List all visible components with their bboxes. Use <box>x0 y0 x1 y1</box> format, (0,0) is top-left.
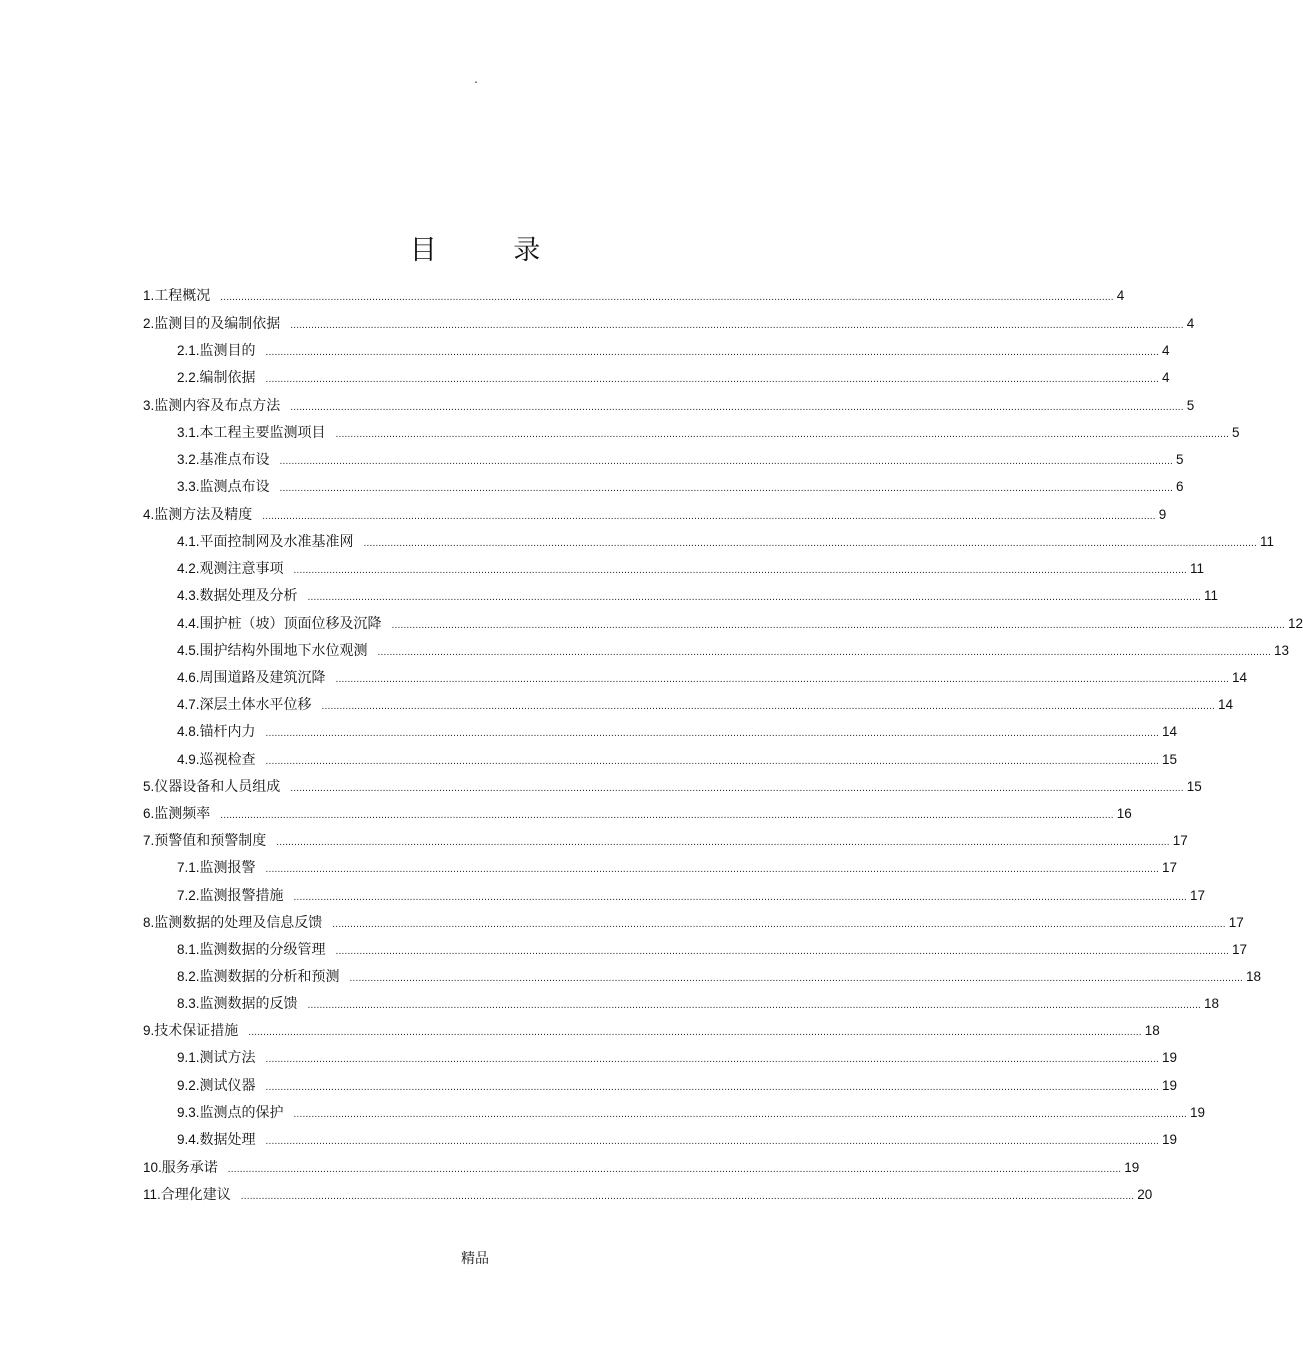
toc-dot-leader: ............................................................................................................................................................................................................................................................................................................ <box>265 1054 1160 1065</box>
toc-entry-page-number: 19 <box>1162 1132 1178 1147</box>
toc-dot-leader: ............................................................................................................................................................................................................................................................................................................ <box>290 783 1184 794</box>
toc-entry-number: 9.3. <box>177 1105 200 1120</box>
toc-entry[interactable] <box>177 341 1170 361</box>
toc-entry-label: 监测数据的分级管理 <box>199 942 326 958</box>
toc-entry[interactable] <box>177 750 1178 770</box>
toc-entry-label: 合理化建议 <box>160 1187 231 1203</box>
toc-entry-number: 7. <box>143 833 155 848</box>
toc-entry-label: 仪器设备和人员组成 <box>154 779 281 795</box>
toc-dot-leader: ............................................................................................................................................................................................................................................................................................................ <box>265 347 1160 358</box>
toc-entry-label: 监测数据的反馈 <box>199 996 298 1012</box>
toc-dot-leader: ............................................................................................................................................................................................................................................................................................................ <box>349 973 1244 984</box>
toc-entry-label: 观测注意事项 <box>199 561 284 577</box>
toc-entry-page-number: 4 <box>1186 316 1195 331</box>
toc-entry[interactable] <box>143 314 1195 334</box>
toc-entry[interactable] <box>143 396 1195 416</box>
toc-entry-page-number: 17 <box>1190 888 1206 903</box>
toc-entry-page-number: 4 <box>1162 370 1170 385</box>
toc-dot-leader: ............................................................................................................................................................................................................................................................................................................ <box>248 1027 1142 1038</box>
toc-dot-leader: ............................................................................................................................................................................................................................................................................................................ <box>279 456 1174 467</box>
toc-entry-label: 技术保证措施 <box>154 1023 239 1039</box>
toc-entry-label: 监测报警 <box>199 860 256 876</box>
toc-entry-number: 4.6. <box>177 670 200 685</box>
toc-dot-leader: ............................................................................................................................................................................................................................................................................................................ <box>265 1136 1160 1147</box>
toc-dot-leader: ............................................................................................................................................................................................................................................................................................................ <box>293 892 1188 903</box>
toc-entry-page-number: 12 <box>1288 616 1303 631</box>
page-footer: 精品 <box>461 1251 489 1267</box>
toc-entry[interactable] <box>177 722 1178 742</box>
toc-entry-page-number: 5 <box>1176 452 1184 467</box>
toc-entry-number: 10. <box>143 1160 162 1175</box>
toc-dot-leader: ............................................................................................................................................................................................................................................................................................................ <box>307 592 1202 603</box>
toc-entry[interactable] <box>177 450 1184 470</box>
toc-entry-number: 3.1. <box>177 425 200 440</box>
toc-entry-label: 监测频率 <box>154 806 211 822</box>
toc-entry-page-number: 17 <box>1232 942 1248 957</box>
toc-entry-label: 本工程主要监测项目 <box>199 425 326 441</box>
toc-entry-number: 5. <box>143 779 155 794</box>
toc-entry-page-number: 5 <box>1186 398 1195 413</box>
toc-dot-leader: ............................................................................................................................................................................................................................................................................................................ <box>363 538 1258 549</box>
toc-dot-leader: ............................................................................................................................................................................................................................................................................................................ <box>265 728 1160 739</box>
toc-dot-leader: ............................................................................................................................................................................................................................................................................................................ <box>220 810 1114 821</box>
toc-entry[interactable] <box>177 886 1206 906</box>
toc-dot-leader: ............................................................................................................................................................................................................................................................................................................ <box>321 701 1216 712</box>
toc-entry[interactable] <box>177 1130 1178 1150</box>
toc-dot-leader: ............................................................................................................................................................................................................................................................................................................ <box>227 1164 1122 1175</box>
toc-dot-leader: ............................................................................................................................................................................................................................................................................................................ <box>262 511 1156 522</box>
toc-entry-number: 8.1. <box>177 942 200 957</box>
toc-entry-label: 监测报警措施 <box>199 888 284 904</box>
toc-entry-page-number: 13 <box>1274 643 1290 658</box>
toc-dot-leader: ............................................................................................................................................................................................................................................................................................................ <box>293 565 1188 576</box>
toc-entry-page-number: 16 <box>1116 806 1132 821</box>
toc-entry-number: 11. <box>143 1187 161 1202</box>
toc-entry-number: 8.2. <box>177 969 200 984</box>
toc-dot-leader: ............................................................................................................................................................................................................................................................................................................ <box>377 647 1272 658</box>
toc-entry-page-number: 20 <box>1137 1187 1153 1202</box>
toc-dot-leader: ............................................................................................................................................................................................................................................................................................................ <box>391 620 1286 631</box>
toc-entry-number: 3. <box>143 398 155 413</box>
table-of-contents <box>0 286 1303 1216</box>
toc-entry-page-number: 4 <box>1162 343 1170 358</box>
toc-entry-label: 深层土体水平位移 <box>199 697 312 713</box>
toc-entry-label: 监测内容及布点方法 <box>154 398 281 414</box>
toc-entry[interactable] <box>177 994 1220 1014</box>
toc-entry-label: 预警值和预警制度 <box>154 833 267 849</box>
toc-entry-label: 监测方法及精度 <box>154 507 253 523</box>
toc-entry-page-number: 14 <box>1162 724 1178 739</box>
page-title: 目 录 <box>409 235 575 266</box>
toc-entry-number: 4.1. <box>177 534 200 549</box>
toc-entry[interactable] <box>177 1076 1178 1096</box>
toc-dot-leader: ............................................................................................................................................................................................................................................................................................................ <box>290 402 1184 413</box>
toc-entry[interactable] <box>177 1103 1206 1123</box>
toc-entry-page-number: 11 <box>1260 534 1275 549</box>
toc-entry-page-number: 4 <box>1116 288 1125 303</box>
toc-entry[interactable] <box>177 368 1170 388</box>
toc-entry-number: 4.2. <box>177 561 200 576</box>
toc-entry-page-number: 5 <box>1232 425 1240 440</box>
toc-dot-leader: ............................................................................................................................................................................................................................................................................................................ <box>265 756 1160 767</box>
toc-dot-leader: ............................................................................................................................................................................................................................................................................................................ <box>276 837 1170 848</box>
toc-entry-number: 9.1. <box>177 1050 200 1065</box>
toc-entry[interactable] <box>143 777 1202 797</box>
toc-entry-label: 巡视检查 <box>199 752 256 768</box>
toc-entry-page-number: 11 <box>1190 561 1205 576</box>
toc-entry-number: 8.3. <box>177 996 200 1011</box>
toc-entry-number: 3.3. <box>177 479 200 494</box>
toc-entry-label: 监测数据的处理及信息反馈 <box>154 915 323 931</box>
toc-entry-number: 3.2. <box>177 452 200 467</box>
toc-dot-leader: ............................................................................................................................................................................................................................................................................................................ <box>293 1109 1188 1120</box>
toc-dot-leader: ............................................................................................................................................................................................................................................................................................................ <box>240 1191 1135 1202</box>
toc-dot-leader: ............................................................................................................................................................................................................................................................................................................ <box>279 483 1174 494</box>
toc-entry-number: 4.4. <box>177 616 200 631</box>
toc-entry-label: 围护结构外围地下水位观测 <box>199 643 368 659</box>
toc-entry-page-number: 18 <box>1144 1023 1160 1038</box>
toc-entry[interactable] <box>177 423 1240 443</box>
toc-entry[interactable] <box>177 668 1248 688</box>
toc-entry-page-number: 15 <box>1162 752 1178 767</box>
toc-entry-page-number: 9 <box>1158 507 1167 522</box>
toc-entry-number: 4.8. <box>177 724 200 739</box>
toc-entry[interactable] <box>177 695 1234 715</box>
toc-entry-page-number: 18 <box>1204 996 1220 1011</box>
toc-entry-number: 9.2. <box>177 1078 200 1093</box>
toc-entry[interactable] <box>177 614 1303 634</box>
toc-entry-label: 工程概况 <box>154 288 211 304</box>
toc-entry[interactable] <box>143 286 1125 306</box>
toc-entry-label: 服务承诺 <box>161 1160 218 1176</box>
toc-entry-label: 基准点布设 <box>199 452 270 468</box>
toc-entry[interactable] <box>143 1021 1160 1041</box>
toc-entry-number: 4.9. <box>177 752 200 767</box>
toc-entry-number: 4. <box>143 507 155 522</box>
toc-entry-number: 7.1. <box>177 860 200 875</box>
toc-entry-page-number: 18 <box>1246 969 1262 984</box>
toc-entry-label: 编制依据 <box>199 370 256 386</box>
toc-dot-leader: ............................................................................................................................................................................................................................................................................................................ <box>290 320 1184 331</box>
toc-entry-number: 8. <box>143 915 155 930</box>
header-mark: . <box>474 72 478 86</box>
toc-entry-number: 4.7. <box>177 697 200 712</box>
toc-entry-label: 围护桩（坡）顶面位移及沉降 <box>199 616 382 632</box>
toc-entry-page-number: 19 <box>1162 1078 1178 1093</box>
toc-entry-page-number: 15 <box>1186 779 1202 794</box>
toc-entry-number: 4.3. <box>177 588 200 603</box>
toc-entry[interactable] <box>143 1185 1153 1205</box>
toc-entry[interactable] <box>177 1048 1178 1068</box>
toc-entry[interactable] <box>177 586 1219 606</box>
toc-entry-label: 监测点的保护 <box>199 1105 284 1121</box>
toc-dot-leader: ............................................................................................................................................................................................................................................................................................................ <box>335 429 1230 440</box>
toc-entry-number: 1. <box>143 288 155 303</box>
toc-entry-number: 2.2. <box>177 370 200 385</box>
toc-entry-label: 数据处理及分析 <box>199 588 298 604</box>
toc-entry[interactable] <box>143 913 1244 933</box>
toc-entry-number: 4.5. <box>177 643 200 658</box>
toc-entry[interactable] <box>143 804 1132 824</box>
toc-entry[interactable] <box>177 967 1262 987</box>
toc-entry-page-number: 17 <box>1162 860 1178 875</box>
toc-entry[interactable] <box>177 641 1290 661</box>
toc-entry-page-number: 17 <box>1228 915 1244 930</box>
toc-dot-leader: ............................................................................................................................................................................................................................................................................................................ <box>265 374 1160 385</box>
toc-entry[interactable] <box>177 477 1184 497</box>
toc-entry[interactable] <box>177 559 1205 579</box>
toc-entry[interactable] <box>177 532 1275 552</box>
toc-entry-page-number: 19 <box>1190 1105 1206 1120</box>
toc-dot-leader: ............................................................................................................................................................................................................................................................................................................ <box>335 674 1230 685</box>
toc-entry-label: 锚杆内力 <box>199 724 256 740</box>
toc-entry-number: 2.1. <box>177 343 200 358</box>
toc-dot-leader: ............................................................................................................................................................................................................................................................................................................ <box>335 946 1230 957</box>
toc-entry-label: 监测数据的分析和预测 <box>199 969 340 985</box>
toc-entry-label: 数据处理 <box>199 1132 256 1148</box>
toc-entry-label: 测试仪器 <box>199 1078 256 1094</box>
toc-dot-leader: ............................................................................................................................................................................................................................................................................................................ <box>220 292 1114 303</box>
toc-entry-page-number: 14 <box>1232 670 1248 685</box>
toc-entry-label: 平面控制网及水准基准网 <box>199 534 354 550</box>
toc-entry-page-number: 19 <box>1162 1050 1178 1065</box>
toc-entry-number: 6. <box>143 806 155 821</box>
toc-dot-leader: ............................................................................................................................................................................................................................................................................................................ <box>265 864 1160 875</box>
toc-entry-page-number: 14 <box>1218 697 1234 712</box>
toc-entry-page-number: 11 <box>1204 588 1219 603</box>
toc-entry-page-number: 6 <box>1176 479 1184 494</box>
toc-entry[interactable] <box>143 831 1188 851</box>
toc-dot-leader: ............................................................................................................................................................................................................................................................................................................ <box>307 1000 1202 1011</box>
toc-entry-label: 测试方法 <box>199 1050 256 1066</box>
toc-entry-label: 监测目的 <box>199 343 256 359</box>
toc-entry[interactable] <box>143 1158 1140 1178</box>
toc-entry-number: 7.2. <box>177 888 200 903</box>
toc-dot-leader: ............................................................................................................................................................................................................................................................................................................ <box>332 919 1226 930</box>
toc-entry-label: 监测目的及编制依据 <box>154 316 281 332</box>
toc-entry-number: 9. <box>143 1023 155 1038</box>
toc-entry-page-number: 17 <box>1172 833 1188 848</box>
toc-entry-label: 监测点布设 <box>199 479 270 495</box>
toc-entry[interactable] <box>143 505 1167 525</box>
toc-dot-leader: ............................................................................................................................................................................................................................................................................................................ <box>265 1082 1160 1093</box>
toc-entry-label: 周围道路及建筑沉降 <box>199 670 326 686</box>
toc-entry-number: 9.4. <box>177 1132 200 1147</box>
toc-entry-number: 2. <box>143 316 155 331</box>
toc-entry[interactable] <box>177 858 1178 878</box>
toc-entry[interactable] <box>177 940 1248 960</box>
toc-entry-page-number: 19 <box>1124 1160 1140 1175</box>
